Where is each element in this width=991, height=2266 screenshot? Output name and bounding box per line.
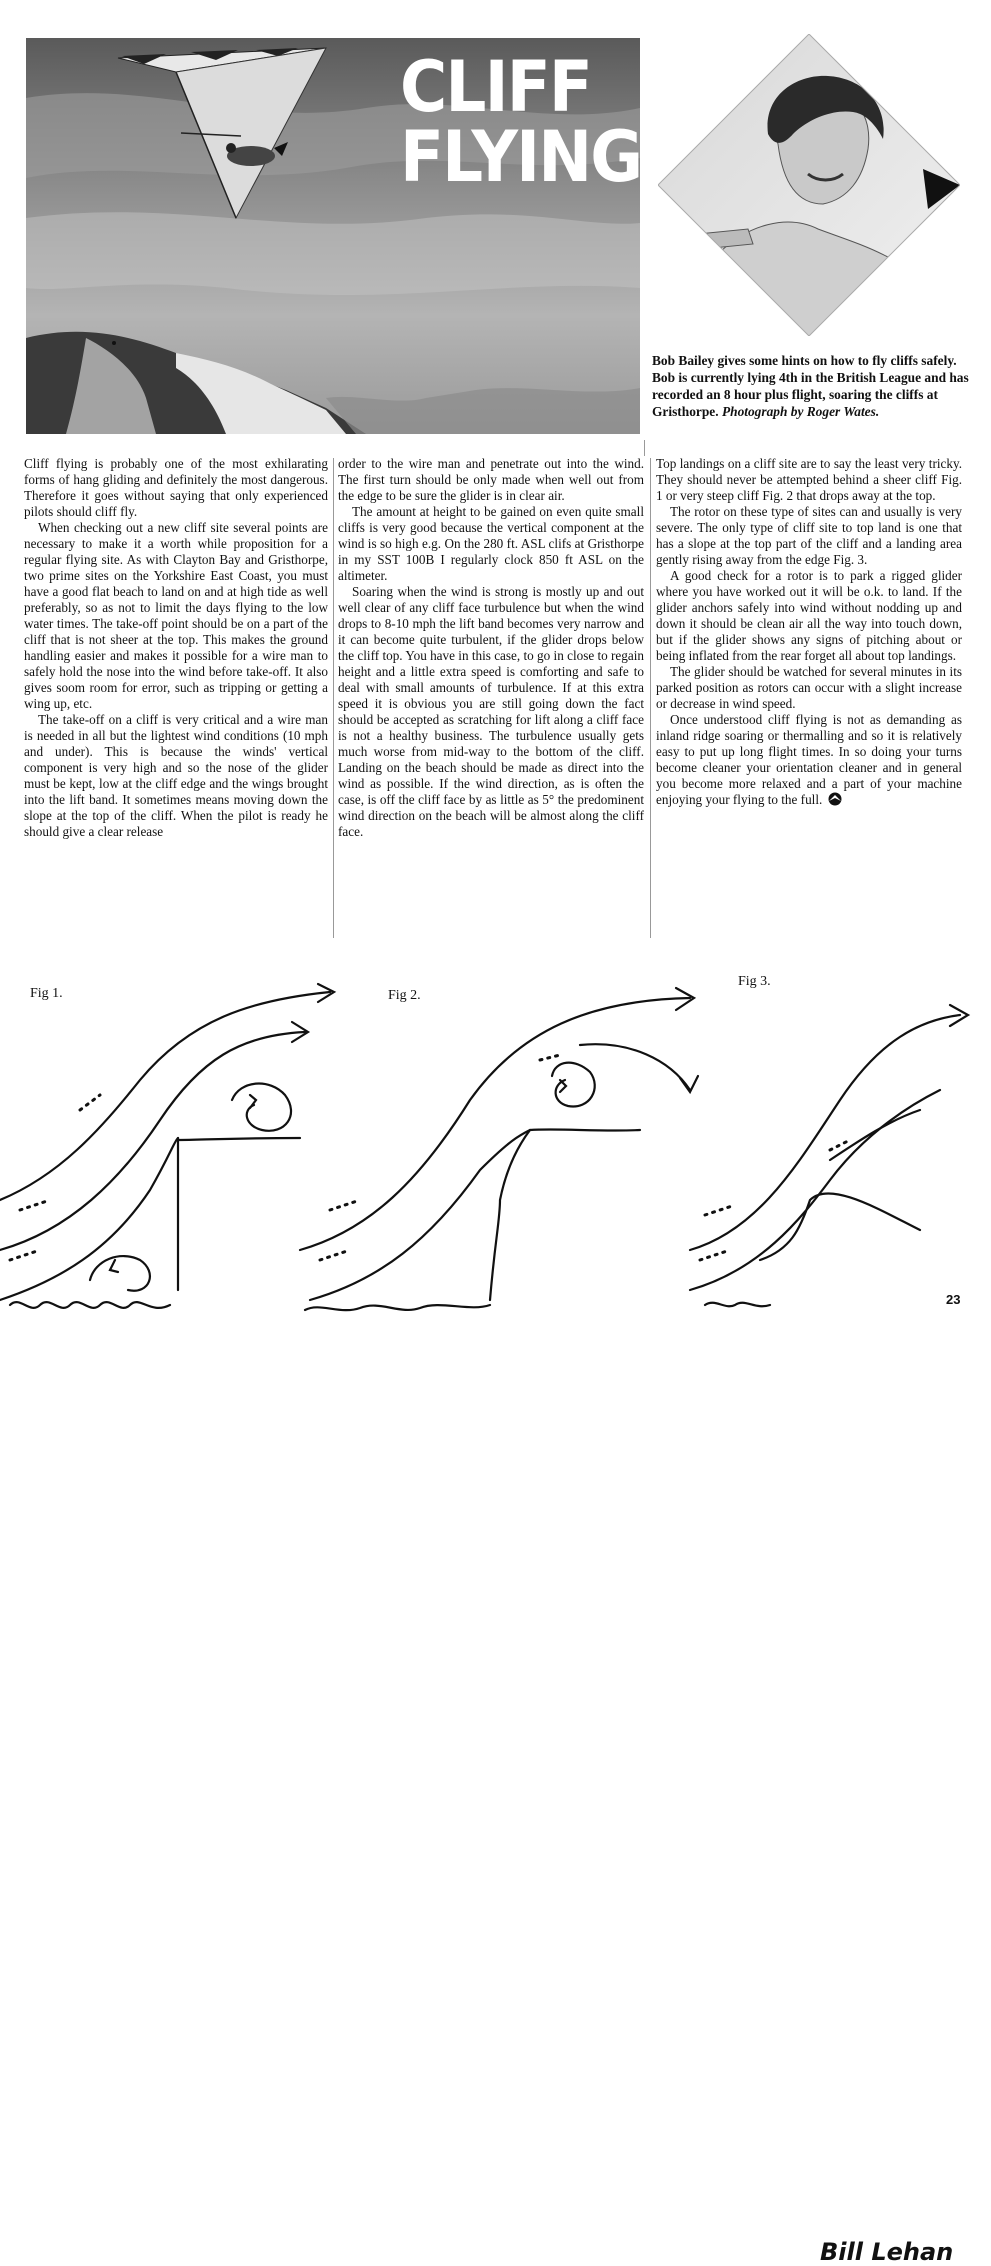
paragraph: Top landings on a cliff site are to say the least very tricky. They should never be attempted behind a sheer cliff Fig. 1 or very steep cliff Fig. 2 that drops away at the top. — [656, 456, 962, 503]
body-column-3 — [656, 456, 962, 808]
paragraph: A good check for a rotor is to park a rigged glider where you have worked out it will be o.k. to land. If the glider anchors safely into wind without nodding up and down it should be clean air all the way into touch down, but if the glider shows any signs of pitching about or being inflated from the rear forget all about top landings. — [656, 568, 962, 663]
fig3-label: Fig 3. — [738, 974, 771, 989]
paragraph: Cliff flying is probably one of the most exhilarating forms of hang gliding and definitely the most dangerous. Therefore it goes without saying that only experienced pilots should cliff fly. — [24, 456, 328, 519]
figure-drawings — [0, 960, 991, 1320]
photo-caption — [652, 352, 972, 420]
signature-text: Bill Lehan — [820, 2238, 954, 2266]
column-divider-2 — [650, 458, 651, 938]
caption-credit: Photograph by Roger Wates. — [721, 404, 880, 419]
fig1-diagram — [0, 984, 334, 1308]
body-column-1 — [24, 456, 328, 840]
caption-text: Bob Bailey gives some hints on how to fly cliffs safely. Bob is currently lying 4th in the British League and has recorded an 8 hour plus flight, soaring the cliffs at Gristhorpe. — [652, 353, 969, 419]
artist-signature — [820, 2238, 953, 2266]
figures-area — [0, 960, 991, 2266]
column-divider-1 — [333, 458, 334, 938]
fig2-diagram — [300, 988, 698, 1310]
paragraph: order to the wire man and penetrate out into the wind. The first turn should be only made when well out from the edge to be sure the glider is in clear air. — [338, 456, 644, 503]
fig2-label: Fig 2. — [388, 988, 421, 1003]
paragraph: Soaring when the wind is strong is mostly up and out well clear of any cliff face turbulence but when the wind drops to 8-10 mph the lift band becomes very narrow and it can become quite turbulent, if the glider drops below the cliff top. You have in this case, to go in close to regain height and a little extra speed is comforting and safe to deal with small amounts of turbulence. If at this extra speed it is obvious you are still going down the fact should be accepted as scratching for lift along a cliff face is not a healthy business. The turbulence usually gets much worse from mid-way to the bottom of the cliff. Landing on the beach should be made as direct into the wind as possible. If the wind direction, as is often the case, is off the cliff face by as little as 5° the predominent wind direction on the beach will be almost along the cliff face. — [338, 584, 644, 839]
paragraph: The rotor on these type of sites can and usually is very severe. The only type of cliff site to top land is one that has a slope at the top part of the cliff and a landing area gently rising away from the edge Fig. 3. — [656, 504, 962, 567]
portrait-photo — [658, 34, 960, 336]
page-number: 23 — [946, 1292, 961, 1307]
glider-logo-icon — [826, 792, 844, 806]
caption-divider — [644, 440, 645, 456]
paragraph: The glider should be watched for several minutes in its parked position as rotors can occur with a slight increase or decrease in wind speed. — [656, 664, 962, 711]
fig3-diagram — [690, 1005, 968, 1306]
paragraph: The amount at height to be gained on even quite small cliffs is very good because the vertical component at the wind is so high e.g. On the 280 ft. ASL clifs at Gristhorpe in my SST 100B I regularly clock 850 ft ASL on the altimeter. — [338, 504, 644, 583]
paragraph-last — [656, 712, 962, 808]
article-title — [400, 46, 642, 198]
title-line-1: CLIFF — [400, 46, 592, 128]
paragraph: The take-off on a cliff is very critical and a wire man is needed in all but the lightest wind conditions (10 mph and under). This is because the winds' vertical component is very high and so the nose of the glider must be kept, low at the cliff edge and the wings brought into the lift band. It sometimes means moving down the slope at the top of the cliff. When the pilot is ready he should give a clear release — [24, 712, 328, 839]
title-line-2: FLYING — [400, 116, 642, 198]
paragraph-last-text: Once understood cliff flying is not as demanding as inland ridge soaring or thermalling and so it is relatively easy to put up long flight times. In so doing your turns become cleaner your orientation cleaner and in general you become more relaxed and a part of your machine enjoying your flying to the full. — [656, 712, 962, 807]
fig1-label: Fig 1. — [30, 986, 63, 1001]
paragraph: When checking out a new cliff site several points are necessary to make it a worth while proposition for a regular flying site. As with Clayton Bay and Gristhorpe, two prime sites on the Yorkshire East Coast, you must have a good flat beach to land on and at high tide as well preferably, so as not to limit the days flying to the low water times. The take-off point should be on a part of the cliff that is not sheer at the top. This makes the ground handling easier and makes it possible for a wire man to safely hold the nose into the wind before take-off. It also gives soom room for error, such as tripping or getting a wing up, etc. — [24, 520, 328, 711]
body-column-2 — [338, 456, 644, 840]
